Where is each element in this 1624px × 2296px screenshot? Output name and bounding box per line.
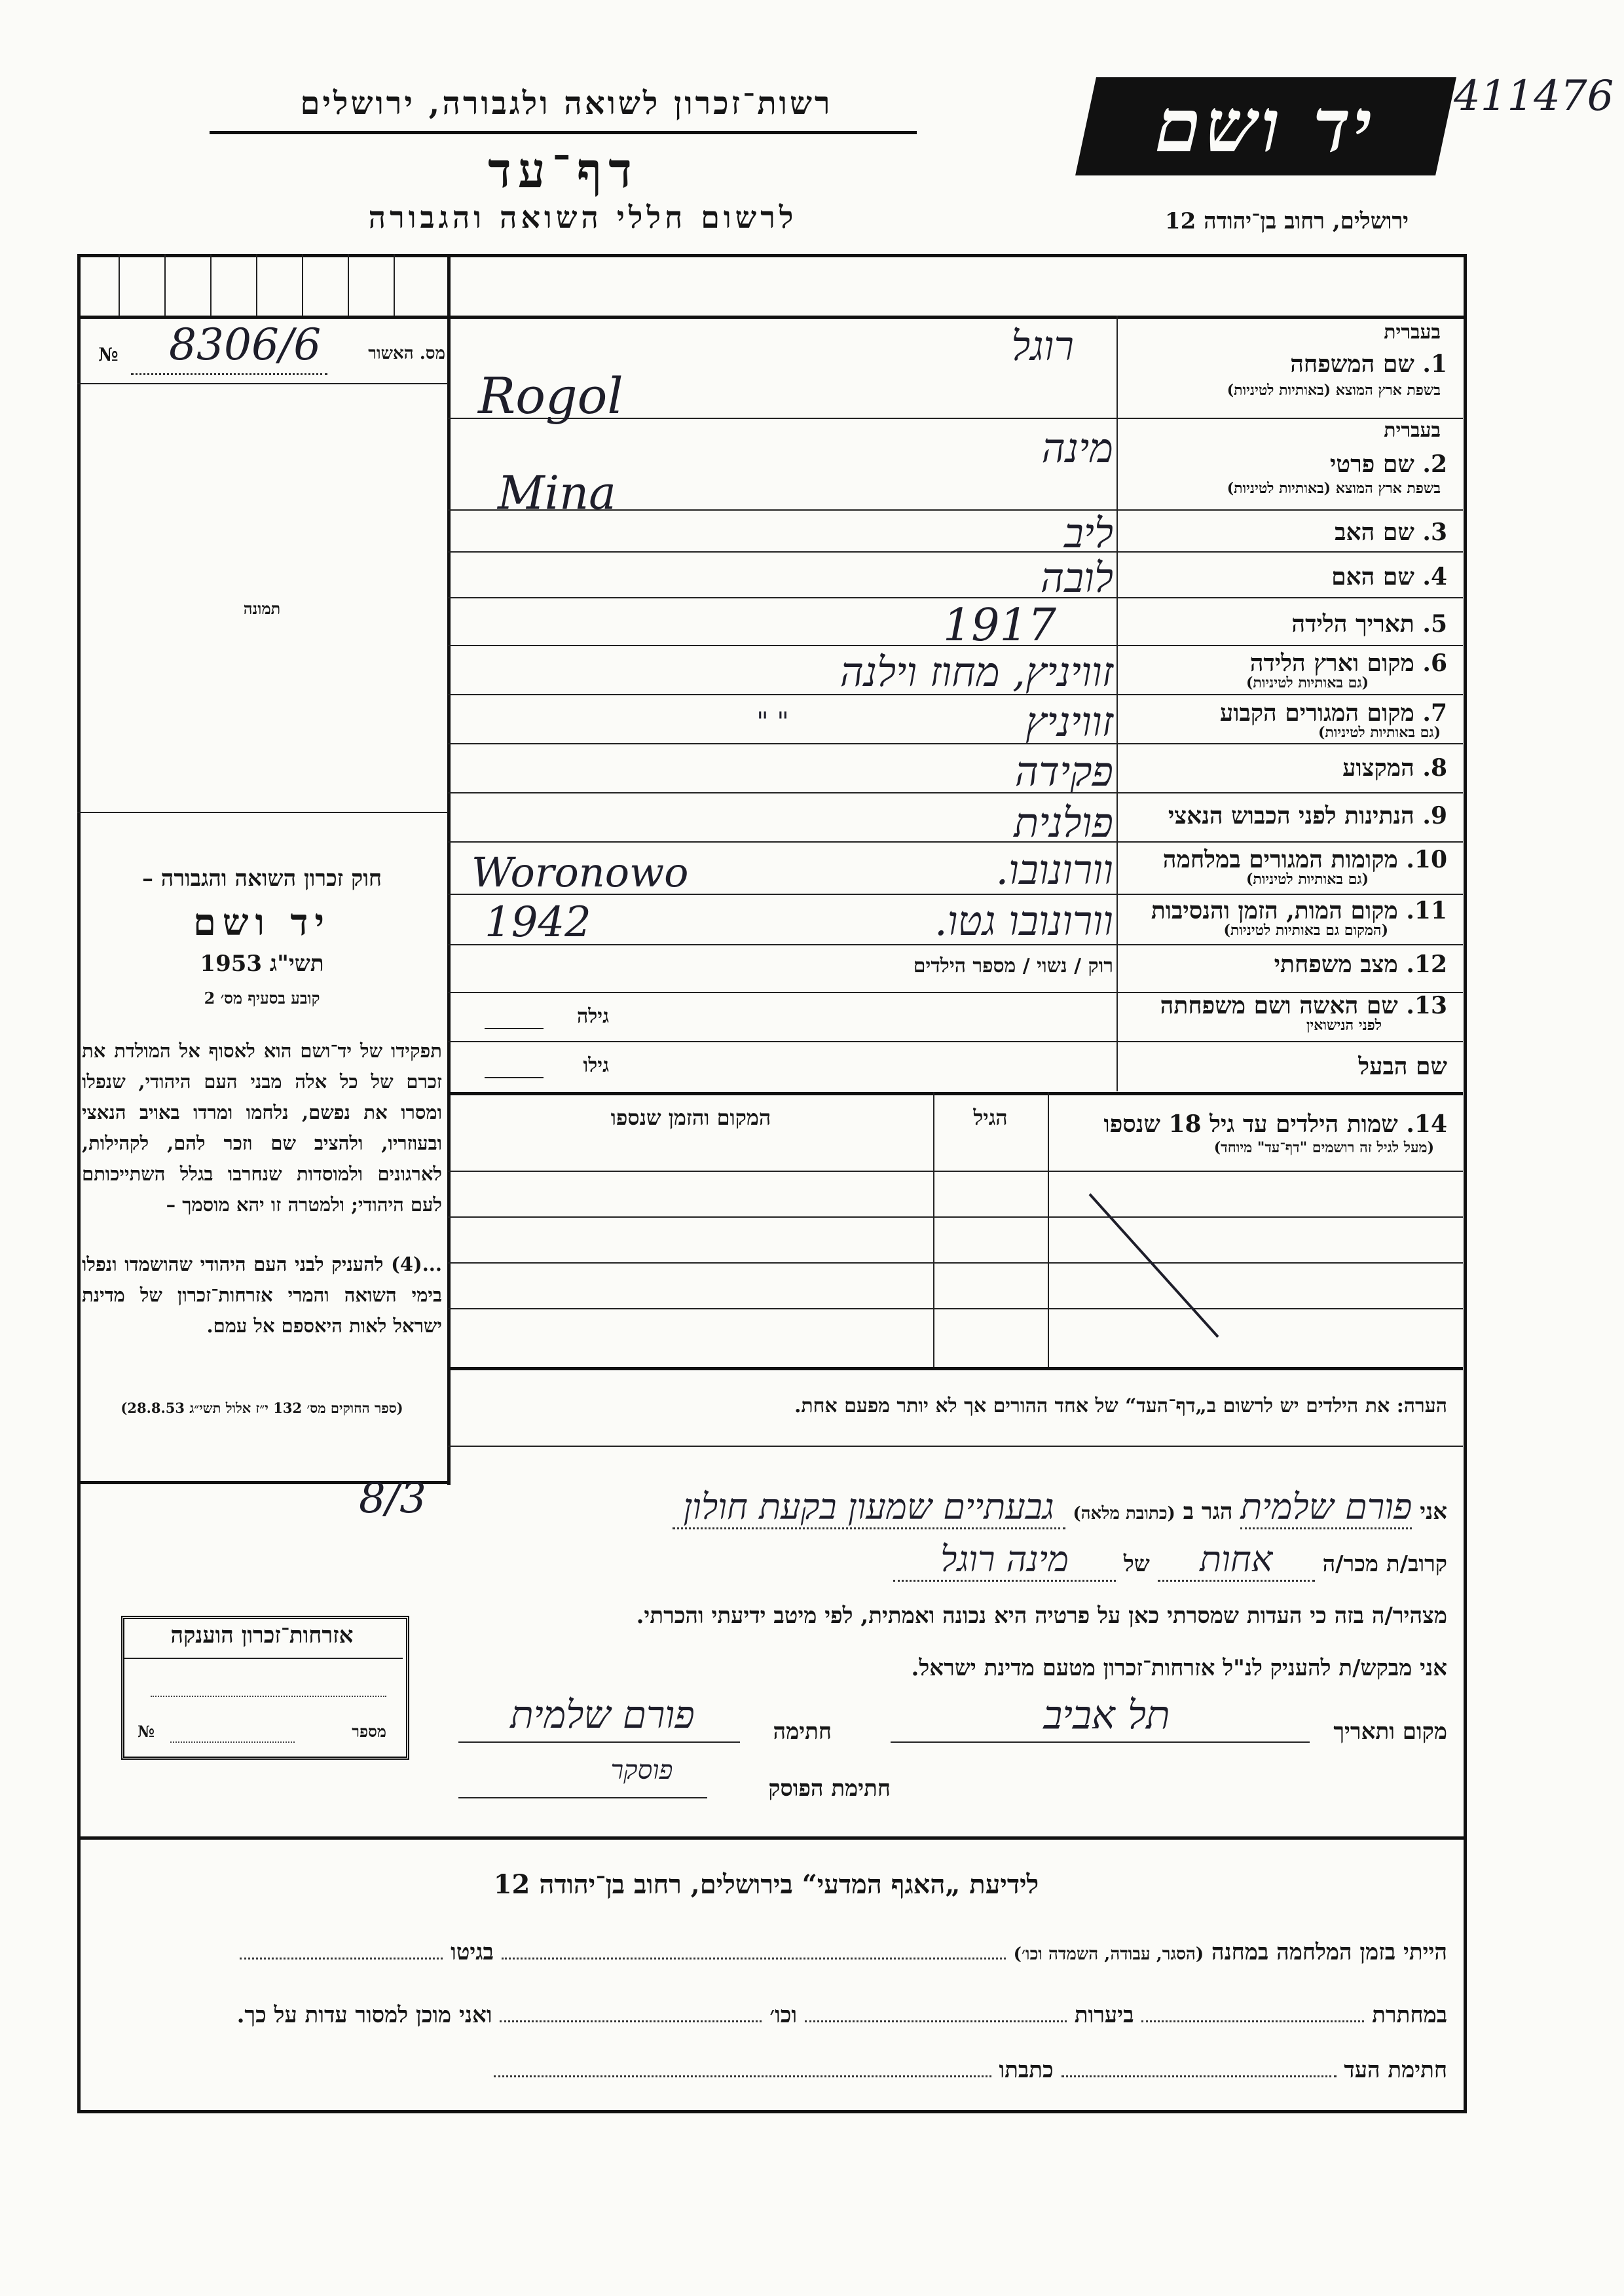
field-1-value-hebrew: רוגל <box>1011 322 1074 370</box>
yad-vashem-logo: יד ושם <box>1075 77 1456 175</box>
top-strip-bottom <box>77 316 1464 319</box>
officer-line <box>458 1797 707 1798</box>
decl-address-value: גבעתיים שמעון בקעת חולון <box>673 1486 1065 1529</box>
field-7-num: 7. <box>1422 699 1447 727</box>
strip-cell-divider <box>302 254 303 316</box>
field-11-label <box>1126 897 1447 924</box>
field-7-sub: (גם באותיות לטיניות) <box>1318 724 1441 741</box>
footer-line-1 <box>92 1939 1447 1965</box>
field-8-num: 8. <box>1422 754 1447 782</box>
strip-cell-divider <box>210 254 212 316</box>
citizenship-box-no-mark: № <box>138 1722 155 1741</box>
footer-line2-end: ואני מוכן למסור עדות על כך. <box>236 2002 492 2028</box>
field-13-age-label: גילה <box>576 1005 609 1028</box>
field-7-text: מקום המגורים הקבוע <box>1219 699 1414 727</box>
children-col-divider <box>933 1092 934 1367</box>
corner-handwritten-number: 411476 <box>1454 72 1614 120</box>
footer-line-2 <box>92 2002 1447 2028</box>
field-3-value: ליב <box>1063 509 1113 557</box>
field-13-label <box>1126 992 1447 1019</box>
field-2-num: 2. <box>1422 450 1447 478</box>
place-date-value: תל אביב <box>1043 1692 1170 1738</box>
children-row-line <box>448 1308 1463 1309</box>
field-11-sub: (המקום גם באותיות לטיניות) <box>1223 922 1388 939</box>
field-12-options: רוק / נשוי / מספר הילדים <box>913 955 1113 977</box>
field-7-value: זוויניץ <box>1025 698 1113 746</box>
row-line <box>448 1041 1463 1042</box>
footer-line2-blank-3 <box>500 2020 762 2022</box>
declaration-line-4: אני מבקש/ת להעניק לנ"ל אזרחות־זכרון מטעם מדינת ישראל. <box>911 1655 1447 1681</box>
law-text-1: תפקידו של יד־ושם הוא לאסוף אל המולדת את זכרם של כל אלה מבני העם היהודי, שנפלו ומסרו את נפשם, נלחמו ומרדו באויב הנאצי ובעוזריו, ולהציב שם וזכר להם, לקהילות, לארגונים ולמוסדות שנחרבו בגלל השתייכותם לעם היהודי; ולמטרה זו יהא מוסמך – <box>82 1040 442 1216</box>
law-clause: קובע בסעיף מס׳ 2 <box>204 989 320 1008</box>
field-9-num: 9. <box>1422 802 1447 829</box>
field-2-label <box>1126 450 1447 478</box>
children-row-line <box>448 1216 1463 1218</box>
approval-dotline <box>131 373 327 375</box>
children-strikeout-line <box>1087 1192 1225 1342</box>
law-source: (ספר החוקים מס׳ 132 י״ז אלול תשי״ג 28.8.53) <box>120 1400 403 1416</box>
field-1-value-latin: Rogol <box>478 367 623 425</box>
children-col-age: הגיל <box>973 1105 1008 1130</box>
field-2-text: שם פרטי <box>1329 450 1414 478</box>
field-9-label <box>1126 802 1447 829</box>
officer-label: חתימת הפוסק <box>768 1776 891 1802</box>
photo-label: תמונה <box>243 599 281 618</box>
form-title: דף־עד <box>488 143 638 199</box>
field-8-value: פקידה <box>1014 748 1113 795</box>
footer-line3-mid: כתבתו <box>999 2057 1054 2083</box>
field-10-num: 10. <box>1406 846 1447 873</box>
strip-cell-divider <box>394 254 395 316</box>
strip-cell-divider <box>348 254 349 316</box>
photo-area <box>80 384 447 810</box>
field-4-num: 4. <box>1422 563 1447 591</box>
place-date-line <box>891 1741 1310 1743</box>
law-text-2: ...(4) להעניק לבני העם היהודי שהושמדו ונפלו בימי השואה והמרי אזרחות־זכרון של מדינת ישראל לאות היאספם אל עמם. <box>82 1253 442 1337</box>
decl-address-hint: (כתובת מלאה) <box>1073 1504 1175 1523</box>
field-12-text: מצב משפחתי <box>1274 951 1398 978</box>
field-8-text: המקצוע <box>1342 754 1414 782</box>
field-5-label <box>1126 610 1447 638</box>
declaration-line-2 <box>458 1539 1447 1582</box>
field-1-text: שם המשפחה <box>1290 350 1414 378</box>
field-5-text: תאריך הלידה <box>1291 610 1414 638</box>
field-10-label <box>1126 846 1447 873</box>
row-line <box>448 1092 1463 1095</box>
field-10-text: מקומות המגורים במלחמה <box>1162 846 1398 873</box>
children-num: 14. <box>1406 1110 1447 1138</box>
decl-prefix: אני <box>1420 1499 1447 1525</box>
footer-line1-blank-2 <box>240 1958 443 1959</box>
citizenship-box-title: אזרחות־זכרון הוענקה <box>170 1622 354 1649</box>
label-column-divider <box>1116 316 1118 1091</box>
field-13-num: 13. <box>1406 992 1447 1019</box>
photo-bottom <box>77 812 448 813</box>
law-name: יד ושם <box>193 901 331 944</box>
field-4-label <box>1126 563 1447 591</box>
field-11-num: 11. <box>1406 897 1447 924</box>
decl-relation-value: אחות <box>1158 1539 1315 1582</box>
field-6-text: מקום וארץ הלידה <box>1249 649 1414 677</box>
footer-line1-hint: (הסגר, עבודה, השמדה וכו׳) <box>1013 1944 1204 1964</box>
footer-line2-mid: ביערות <box>1074 2002 1134 2028</box>
field-3-label <box>1126 519 1447 546</box>
field-2-value-latin: Mina <box>498 466 616 520</box>
field-9-value: פולנית <box>1014 799 1113 847</box>
law-year: תשי"ג 1953 <box>200 951 324 977</box>
children-col-divider <box>1048 1092 1049 1367</box>
field-7-ditto: " " <box>756 707 789 737</box>
field-13-sub: לפני הנישואין <box>1306 1017 1382 1034</box>
signature-label: חתימה <box>773 1719 832 1745</box>
law-title: חוק זכרון השואה והגבורה – <box>141 866 382 892</box>
field-7-label <box>1126 699 1447 727</box>
footer-line2-etc: וכו׳ <box>769 2002 798 2028</box>
strip-cell-divider <box>256 254 257 316</box>
approval-label: מס. האשור <box>368 344 445 363</box>
field-8-label <box>1126 754 1447 782</box>
decl-relative-label: קרוב/ת מכר/ה <box>1322 1551 1447 1577</box>
field-husband-label <box>1126 1053 1447 1080</box>
field-6-value: זוויניץ, מחוז וילנה <box>840 648 1113 696</box>
children-row-line <box>448 1262 1463 1264</box>
field-6-num: 6. <box>1422 649 1447 677</box>
children-col-place: המקום והזמן שנספו <box>610 1105 771 1130</box>
footer-top <box>77 1836 1464 1840</box>
signature-line <box>458 1741 740 1743</box>
strip-cell-divider <box>119 254 120 316</box>
field-10-sub: (גם באותיות לטיניות) <box>1246 871 1369 888</box>
citizenship-box-dotline <box>151 1696 386 1697</box>
note-bottom <box>448 1446 1463 1447</box>
field-3-text: שם האב <box>1335 519 1414 546</box>
citizenship-box-num-label: מספר <box>352 1722 386 1741</box>
children-table-bottom <box>448 1367 1463 1370</box>
field-3-num: 3. <box>1422 519 1447 546</box>
children-sub: (מעל לגיל זה רושמים "דף־עד" מיוחד) <box>1213 1139 1434 1156</box>
children-note: הערה: את הילדים יש לרשום ב„דף־העד“ של אחד ההורים אך לא יותר מפעם אחת. <box>794 1394 1447 1417</box>
decl-resident: הגר ב <box>1183 1499 1233 1525</box>
field-1-sub: בשפת ארץ המוצא (באותיות לטיניות) <box>1227 382 1441 399</box>
left-column-divider <box>447 254 451 1485</box>
field-1-num: 1. <box>1422 350 1447 378</box>
decl-address-num: 8/3 <box>359 1474 426 1523</box>
footer-line1-end: בגיטו <box>451 1939 494 1965</box>
field-11-value-year: 1942 <box>485 898 591 947</box>
field-11-text: מקום המות, הזמן והנסיבות <box>1151 897 1398 924</box>
footer-line3-blank-1 <box>1061 2075 1337 2077</box>
field-10-value: וורונובו. <box>995 846 1113 894</box>
children-text: שמות הילדים עד גיל 18 שנספו <box>1103 1110 1398 1138</box>
footer-line1-blank <box>502 1958 1006 1959</box>
signature-value: פורם שלמית <box>510 1692 695 1737</box>
field-husband-text: שם הבעל <box>1358 1053 1447 1080</box>
field-12-num: 12. <box>1406 951 1447 978</box>
decl-declarant: פורם שלמית <box>1240 1486 1412 1529</box>
footer-line3-start: חתימת העד <box>1344 2057 1447 2083</box>
field-13-age-line <box>485 1028 544 1029</box>
field-1-label <box>1126 350 1447 378</box>
field-12-label <box>1126 951 1447 978</box>
footer-title: לידיעת „האגף המדעי“ בירושלים, רחוב בן־יהודה 12 <box>493 1869 1039 1900</box>
decl-of-value: מינה רוגל <box>893 1539 1116 1582</box>
declaration-line-1 <box>367 1486 1447 1539</box>
field-husband-age-label: גילו <box>583 1054 609 1077</box>
children-label <box>1054 1110 1447 1138</box>
authority-line: רשות־זכרון לשואה ולגבורה, ירושלים <box>300 85 833 122</box>
field-11-value: וורונובו גטו. <box>934 897 1113 945</box>
footer-line2-blank-2 <box>805 2020 1067 2022</box>
approval-no-mark: № <box>98 344 119 365</box>
field-6-sub: (גם באותיות לטיניות) <box>1246 674 1369 691</box>
field-1-hebrew-tag: בעברית <box>1384 321 1441 344</box>
declaration-line-3: מצהיר/ה בזה כי העדות שמסרתי כאן על פרטיה היא נכונה ואמתית, לפי מיטב ידיעתי והכרתי. <box>636 1603 1447 1629</box>
field-13-text: שם האשה ושם משפחתה <box>1160 992 1398 1019</box>
footer-line1-start: הייתי בזמן המלחמה במחנה <box>1211 1939 1447 1965</box>
authority-underline <box>210 131 917 134</box>
field-2-hebrew-tag: בעברית <box>1384 419 1441 442</box>
citizenship-box-divider <box>124 1658 403 1659</box>
footer-line2-start: במחתרת <box>1372 2002 1447 2028</box>
form-subtitle: לרשום חללי השואה והגבורה <box>368 200 798 235</box>
footer-line-3 <box>92 2057 1447 2083</box>
field-4-text: שם האם <box>1331 563 1414 591</box>
strip-cell-divider <box>164 254 166 316</box>
place-date-label: מקום ותאריך <box>1333 1719 1447 1745</box>
field-4-value: לובה <box>1040 554 1113 602</box>
footer-line3-blank-2 <box>494 2075 991 2077</box>
field-5-num: 5. <box>1422 610 1447 638</box>
decl-of-label: של <box>1123 1551 1150 1577</box>
address-line: ירושלים, רחוב בן־יהודה 12 <box>1164 208 1409 234</box>
field-5-value: 1917 <box>943 600 1057 651</box>
field-2-value-hebrew: מינה <box>1041 424 1113 472</box>
field-2-sub: בשפת ארץ המוצא (באותיות לטיניות) <box>1227 480 1441 497</box>
citizenship-box-num-line <box>170 1741 295 1743</box>
field-6-label <box>1126 649 1447 677</box>
field-husband-age-line <box>485 1077 544 1078</box>
footer-line2-blank-1 <box>1141 2020 1364 2022</box>
field-9-text: הנתינות לפני הכבוש הנאצי <box>1168 802 1414 829</box>
children-row-line <box>448 1171 1463 1172</box>
field-10-value-latin: Woronowo <box>471 848 689 896</box>
officer-value: פוסקר <box>610 1755 673 1785</box>
approval-number: 8306/6 <box>169 319 322 370</box>
